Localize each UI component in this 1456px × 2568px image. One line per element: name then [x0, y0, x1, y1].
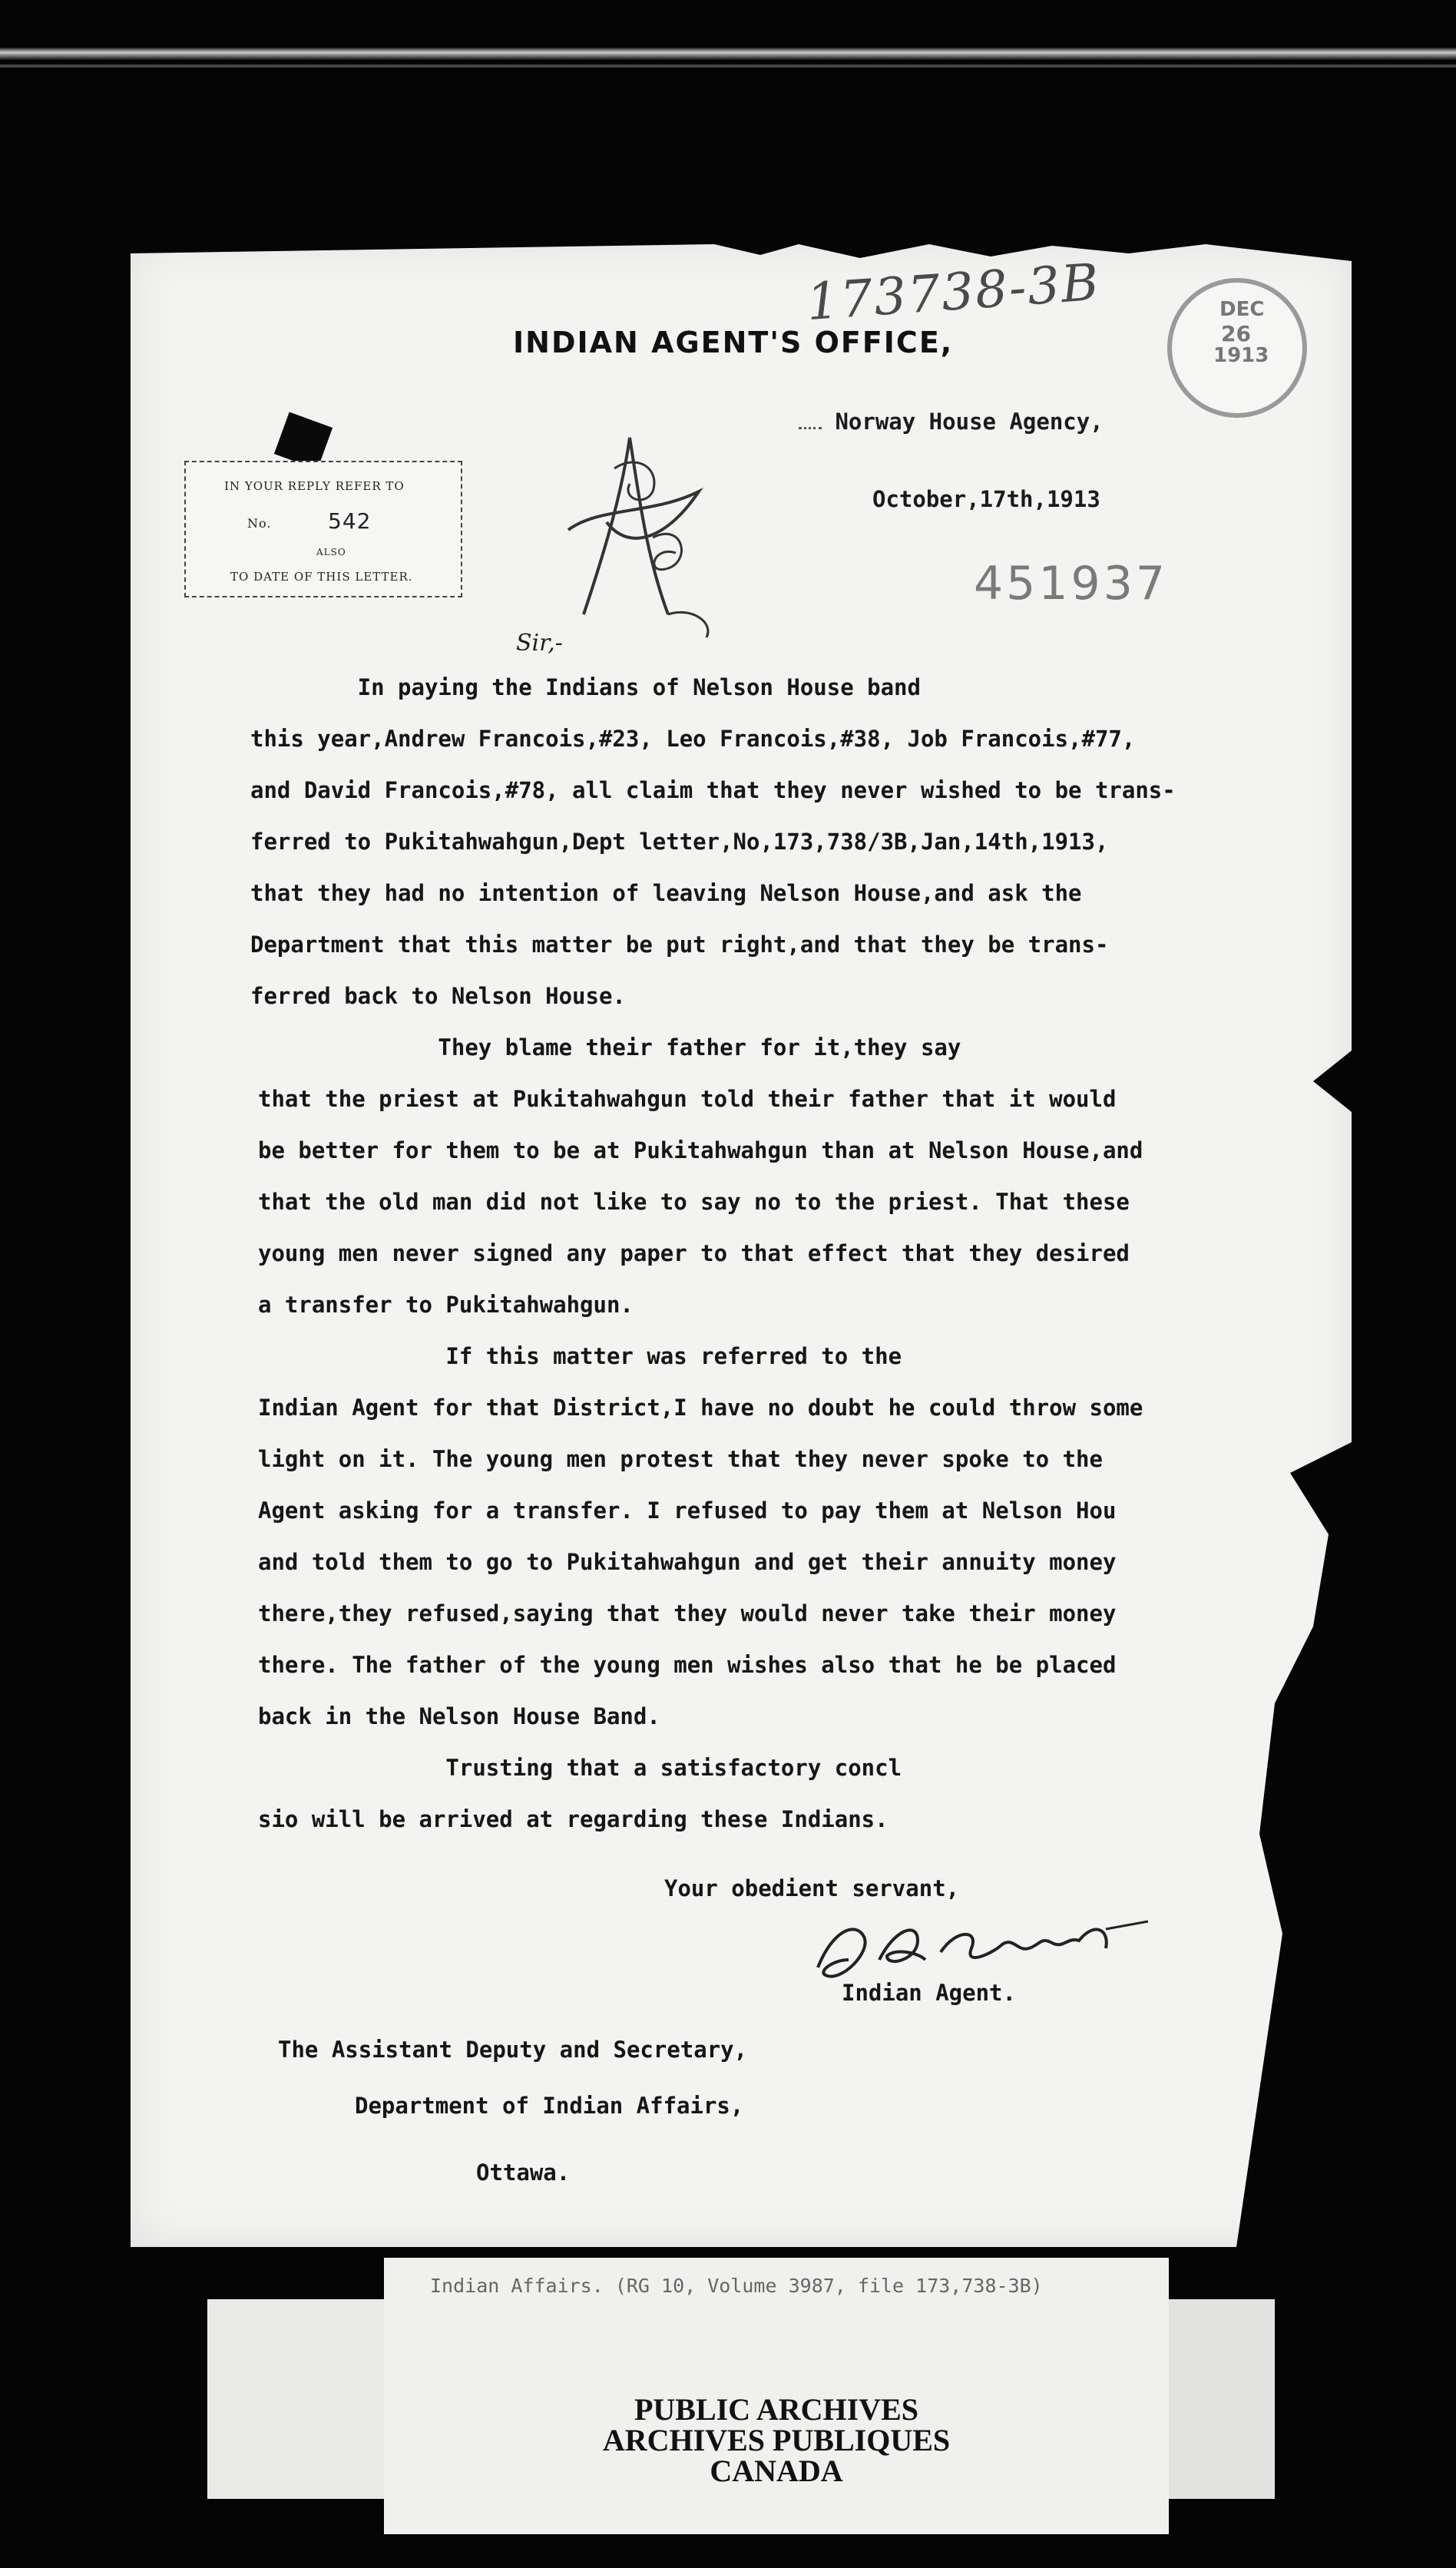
body-line: young men never signed any paper to that effect that they desired — [258, 1240, 1130, 1266]
body-line: light on it. The young men protest that they never spoke to the — [258, 1446, 1103, 1472]
reply-box-also: ALSO — [316, 547, 346, 558]
address-line-1: The Assistant Deputy and Secretary, — [278, 2037, 748, 2063]
archive-citation: Indian Affairs. (RG 10, Volume 3987, file 173,738-3B) — [430, 2275, 1043, 2297]
archive-label-right-tab — [1152, 2299, 1275, 2499]
salutation: Sir,- — [516, 630, 563, 657]
body-line: Department that this matter be put right,and that they be trans- — [250, 932, 1109, 958]
reply-box-top-label: IN YOUR REPLY REFER TO — [224, 479, 405, 493]
reply-box-number: 542 — [328, 508, 372, 534]
letterhead-title: INDIAN AGENT'S OFFICE, — [513, 326, 954, 359]
body-line: ferred back to Nelson House. — [250, 983, 626, 1009]
body-line: Agent asking for a transfer. I refused to pay them at Nelson Hou — [258, 1497, 1117, 1524]
archive-label-left-tab — [207, 2299, 390, 2499]
body-line: there,they refused,saying that they would never take their money — [258, 1600, 1117, 1627]
body-line: and told them to go to Pukitahwahgun and get their annuity money — [258, 1549, 1117, 1575]
body-line: back in the Nelson House Band. — [258, 1703, 660, 1729]
film-edge-line — [0, 65, 1456, 68]
address-line-2: Department of Indian Affairs, — [355, 2093, 744, 2119]
signature — [802, 1906, 1156, 1991]
address-line-3: Ottawa. — [476, 2159, 571, 2186]
body-line: sio will be arrived at regarding these Indians. — [258, 1806, 888, 1832]
registry-number-stamp: 451937 — [974, 557, 1169, 611]
signature-title: Indian Agent. — [842, 1980, 1016, 2006]
body-line: that the priest at Pukitahwahgun told their father that it would — [258, 1086, 1117, 1112]
stamp-day: 26 — [1221, 321, 1251, 346]
archive-stamp-line-1: PUBLIC ARCHIVES — [634, 2392, 919, 2427]
body-line: In paying the Indians of Nelson House band — [250, 674, 921, 700]
reply-box-no-label: No. — [247, 516, 272, 531]
body-line: Trusting that a satisfactory concl — [258, 1755, 902, 1781]
archive-stamp — [384, 2394, 1169, 2487]
body-line: Indian Agent for that District,I have no doubt he could throw some — [258, 1395, 1143, 1421]
body-line: a transfer to Pukitahwahgun. — [258, 1292, 634, 1318]
body-line: there. The father of the young men wishes also that he be placed — [258, 1652, 1117, 1678]
closing-line: Your obedient servant, — [664, 1875, 960, 1901]
body-line: If this matter was referred to the — [258, 1343, 902, 1369]
reply-box-bottom-label: TO DATE OF THIS LETTER. — [230, 570, 413, 584]
body-line: and David Francois,#78, all claim that they never wished to be trans- — [250, 777, 1176, 803]
reply-reference-box — [184, 461, 462, 597]
handwritten-file-number: 173738-3B — [804, 252, 1102, 333]
body-line: They blame their father for it,they say — [250, 1034, 961, 1061]
body-line: this year,Andrew Francois,#23, Leo Francois,#38, Job Francois,#77, — [250, 726, 1136, 752]
body-line: that they had no intention of leaving Nelson House,and ask the — [250, 880, 1082, 906]
archive-stamp-line-2: ARCHIVES PUBLIQUES — [602, 2423, 951, 2457]
letter-date: October,17th,1913 — [872, 486, 1100, 512]
film-edge-top — [0, 48, 1456, 60]
dotted-leader — [799, 427, 822, 429]
stamp-month: DEC — [1219, 298, 1265, 321]
body-line: ferred to Pukitahwahgun,Dept letter,No,173,738/3B,Jan,14th,1913, — [250, 829, 1109, 855]
stamp-year: 1913 — [1213, 344, 1269, 367]
agency-line — [799, 409, 1104, 435]
handwritten-initials — [538, 422, 730, 645]
body-line: that the old man did not like to say no to the priest. That these — [258, 1189, 1130, 1215]
body-line: be better for them to be at Pukitahwahgun than at Nelson House,and — [258, 1137, 1143, 1163]
archive-stamp-line-3: CANADA — [710, 2454, 843, 2488]
agency-name: Norway House Agency, — [835, 409, 1104, 435]
